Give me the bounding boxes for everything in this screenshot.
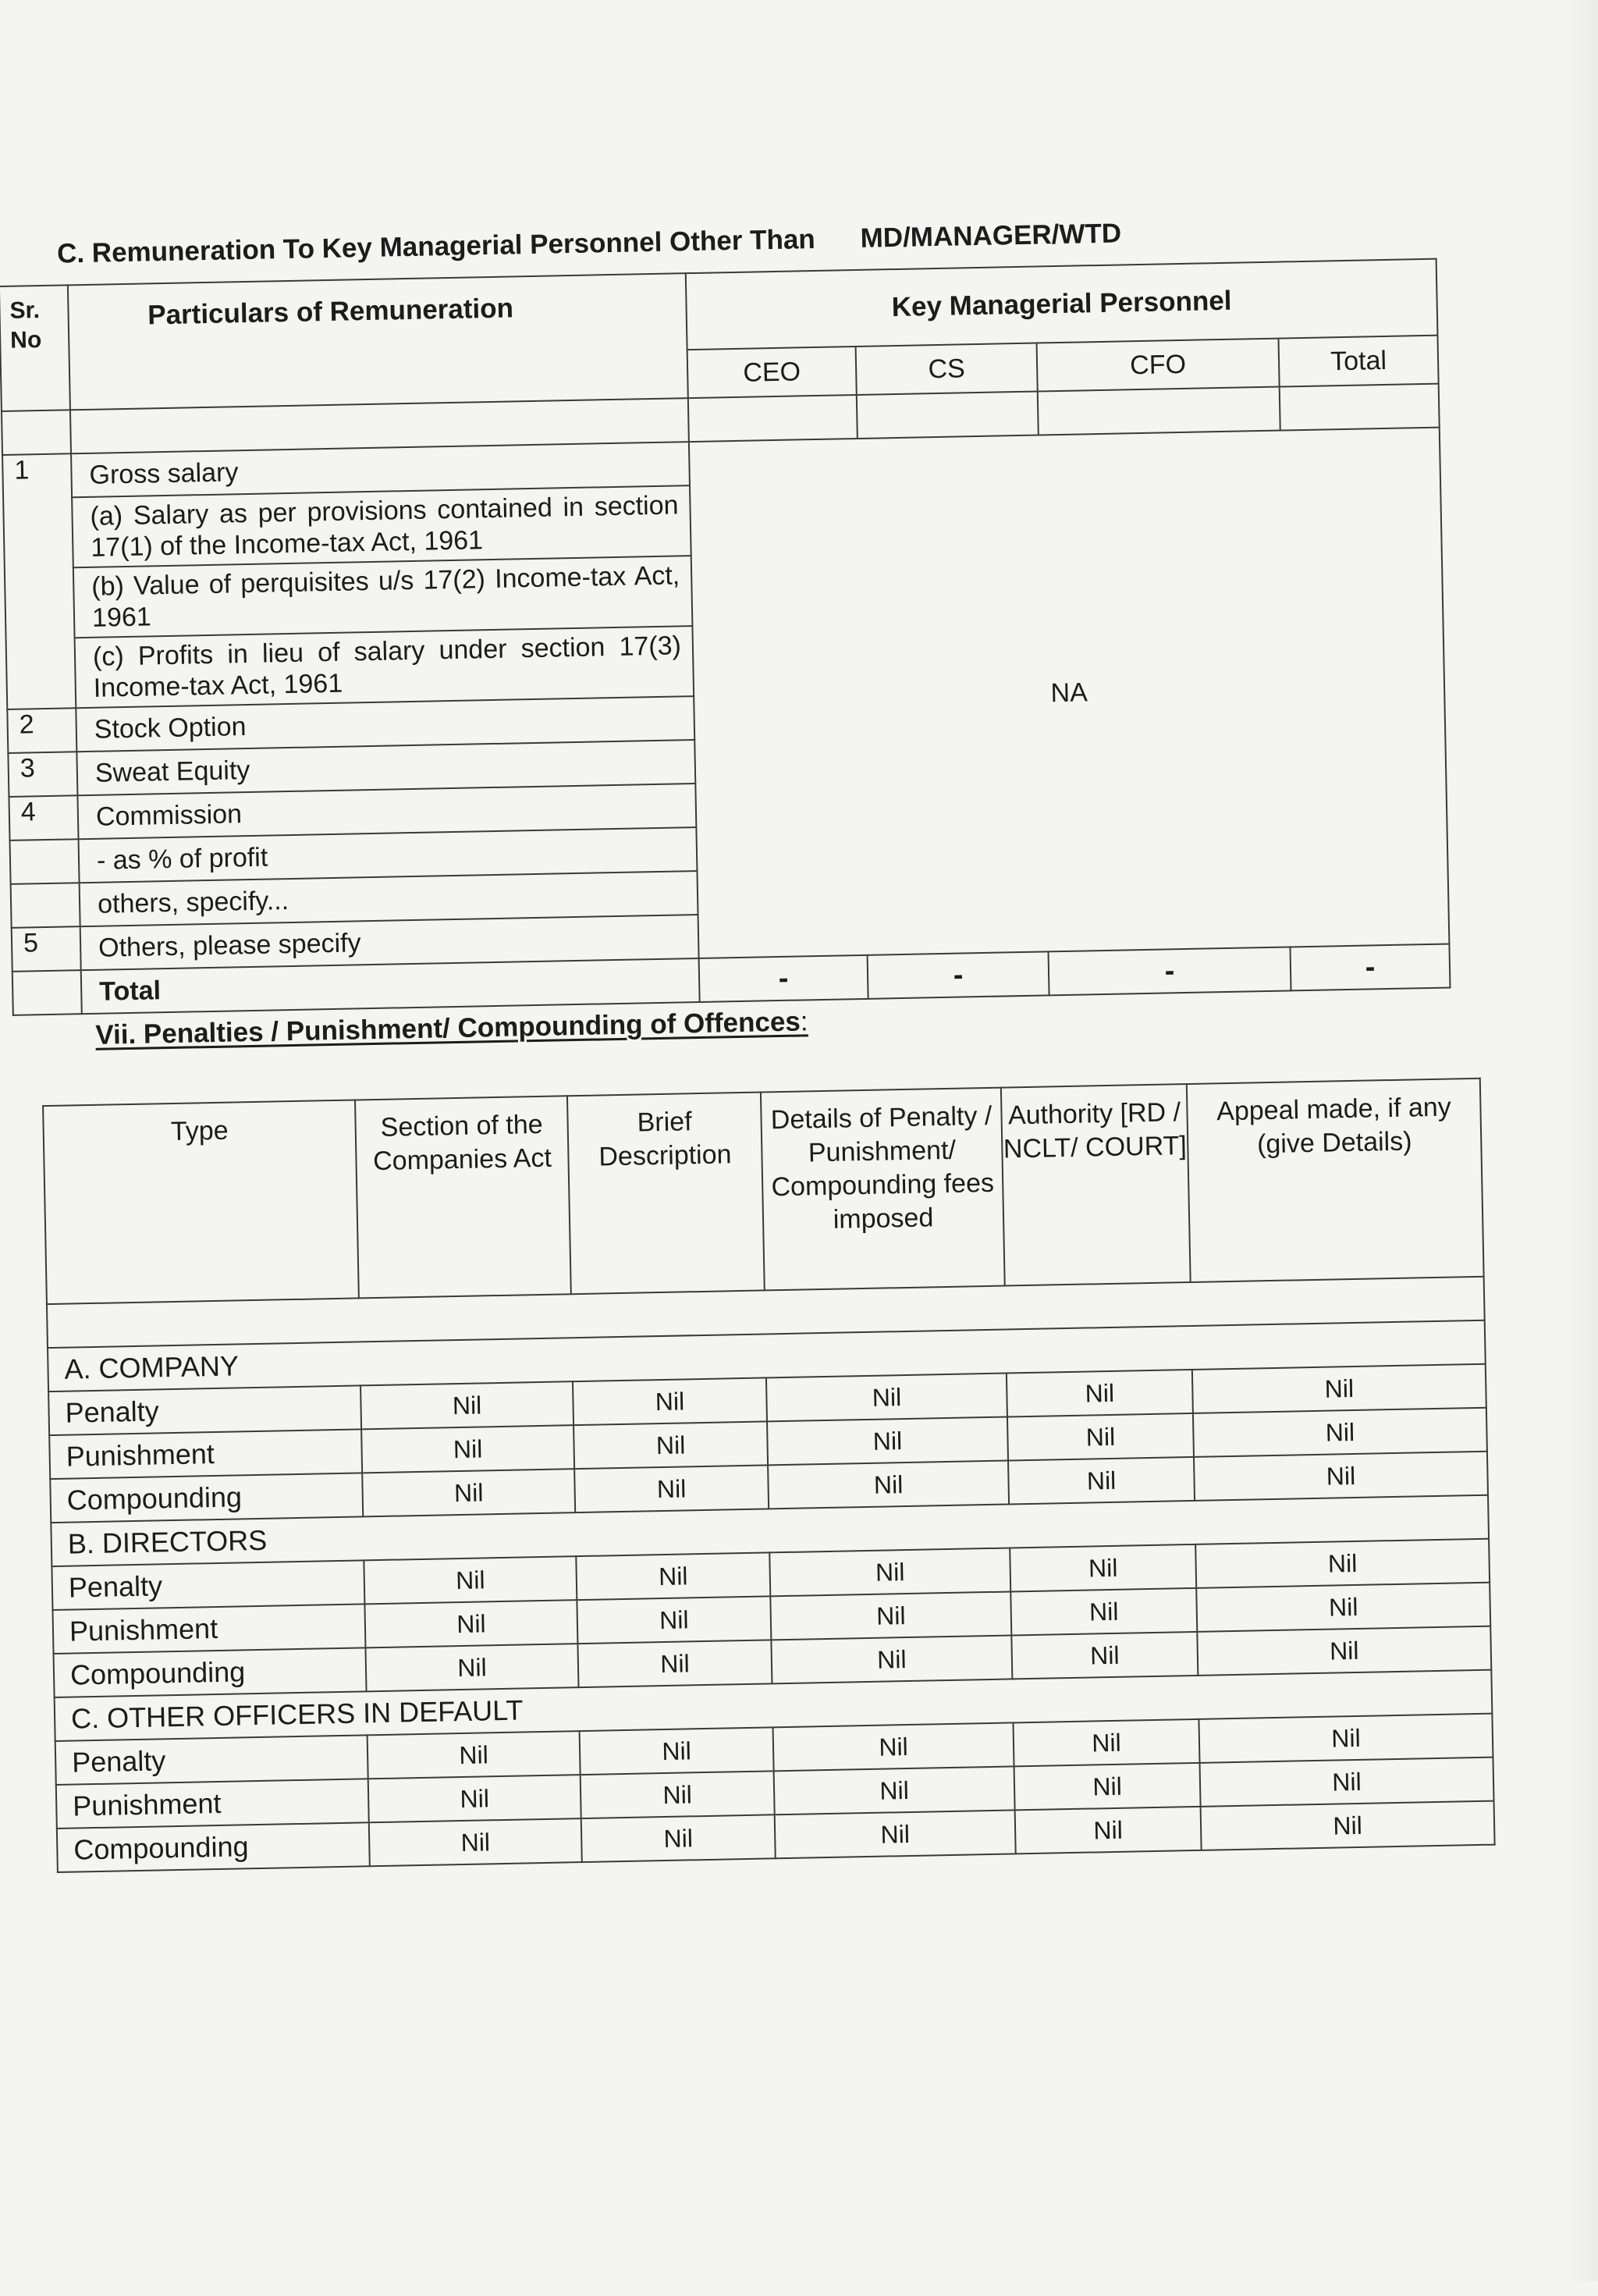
row-label: (c) Profits in lieu of salary under section 17(3) Income-tax Act, 1961 (75, 626, 694, 708)
row-sr: 2 (7, 708, 76, 753)
cell-appeal: Nil (1194, 1452, 1488, 1501)
kmp-remuneration-table (0, 258, 1451, 1016)
row-type: Punishment (49, 1429, 362, 1479)
cell-section: Nil (364, 1556, 577, 1604)
cell-authority: Nil (1013, 1719, 1199, 1767)
cell-appeal: Nil (1193, 1408, 1487, 1457)
row-label: (b) Value of perquisites u/s 17(2) Income-tax Act, 1961 (73, 556, 693, 638)
section-vii-title-colon: : (800, 1006, 808, 1037)
row-sr: 5 (12, 926, 81, 972)
blank-cell (857, 392, 1039, 439)
cell-appeal: Nil (1200, 1758, 1494, 1807)
blank-cell (688, 395, 858, 442)
cell-brief: Nil (573, 1377, 767, 1425)
blank-cell (1280, 384, 1440, 431)
cell-brief: Nil (574, 1465, 769, 1512)
cell-brief: Nil (574, 1421, 768, 1469)
cell-section: Nil (369, 1818, 582, 1866)
cell-section: Nil (362, 1469, 575, 1516)
cell-details: Nil (769, 1548, 1010, 1596)
row-label: - as % of profit (79, 827, 698, 883)
cell-brief: Nil (577, 1640, 772, 1687)
cell-section: Nil (365, 1644, 578, 1691)
row-label: others, specify... (80, 871, 698, 926)
cell-authority: Nil (1010, 1588, 1197, 1636)
cell-details: Nil (766, 1374, 1007, 1422)
row-label: Sweat Equity (76, 740, 695, 795)
cell-authority: Nil (1014, 1763, 1201, 1811)
cell-appeal: Nil (1195, 1539, 1490, 1588)
penalties-table (42, 1078, 1496, 1873)
cell-section: Nil (368, 1775, 581, 1822)
row-sr: 3 (8, 752, 77, 797)
group-directors: B. DIRECTORS (51, 1495, 1489, 1566)
row-label: Gross salary (71, 442, 690, 497)
cell-details: Nil (774, 1766, 1015, 1814)
cell-details: Nil (768, 1460, 1009, 1509)
section-c-title-main: C. Remuneration To Key Managerial Personnel Other Than (56, 223, 816, 269)
row-type: Penalty (55, 1735, 368, 1785)
blank-cell (2, 410, 71, 455)
row-type: Penalty (48, 1385, 361, 1435)
cell-authority: Nil (1011, 1632, 1198, 1679)
cell-details: Nil (771, 1635, 1012, 1683)
row-sr: 1 (2, 453, 76, 709)
table-header-row (43, 1079, 1484, 1304)
cell-appeal: Nil (1196, 1583, 1490, 1632)
cell-section: Nil (368, 1731, 581, 1779)
header-total: Total (1278, 336, 1438, 387)
cell-details: Nil (767, 1417, 1008, 1466)
header-authority: Authority [RD / NCLT/ COURT] (1001, 1084, 1191, 1286)
cell-details: Nil (770, 1591, 1011, 1640)
cell-section: Nil (364, 1600, 577, 1647)
row-type: Compounding (50, 1473, 363, 1523)
header-cs: CS (856, 343, 1038, 395)
row-label: (a) Salary as per provisions contained in section 17(1) of the Income-tax Act, 1961 (72, 485, 691, 567)
header-key-managerial-personnel: Key Managerial Personnel (686, 259, 1438, 350)
cell-authority: Nil (1007, 1413, 1194, 1461)
row-label: Stock Option (76, 696, 694, 752)
total-cfo: - (1049, 947, 1291, 995)
na-cell: NA (689, 428, 1450, 958)
cell-brief: Nil (581, 1771, 775, 1818)
section-vii-title-text: Vii. Penalties / Punishment/ Compounding of Offences (94, 1006, 801, 1050)
cell-brief: Nil (580, 1727, 774, 1775)
total-cs: - (868, 951, 1049, 998)
cell-brief: Nil (581, 1814, 776, 1862)
group-company: A. COMPANY (48, 1320, 1486, 1391)
row-label: Commission (77, 784, 696, 839)
cell-section: Nil (361, 1425, 574, 1473)
total-ceo: - (699, 955, 868, 1002)
cell-authority: Nil (1007, 1370, 1193, 1417)
section-vii-title (95, 1006, 808, 1051)
cell-authority: Nil (1008, 1457, 1195, 1505)
row-type: Compounding (57, 1822, 370, 1872)
row-label: Others, please specify (80, 915, 699, 970)
cell-details: Nil (775, 1810, 1016, 1858)
total-sr-cell (12, 970, 82, 1015)
cell-appeal: Nil (1201, 1801, 1495, 1850)
cell-appeal: Nil (1198, 1714, 1493, 1763)
row-sr (10, 839, 80, 884)
header-particulars: Particulars of Remuneration (68, 273, 688, 410)
blank-cell (1038, 387, 1280, 435)
group-other-officers: C. OTHER OFFICERS IN DEFAULT (55, 1670, 1493, 1741)
total-total: - (1290, 944, 1450, 991)
total-label: Total (81, 958, 700, 1014)
row-sr (11, 883, 80, 928)
row-type: Compounding (54, 1647, 367, 1697)
cell-brief: Nil (576, 1552, 770, 1600)
header-details: Details of Penalty / Punishment/ Compounding fees imposed (761, 1088, 1005, 1291)
row-type: Punishment (52, 1604, 365, 1654)
header-section: Section of the Companies Act (355, 1096, 571, 1298)
header-brief: Brief Description (567, 1093, 765, 1295)
section-c-title-tail: MD/MANAGER/WTD (860, 218, 1122, 254)
cell-details: Nil (773, 1722, 1014, 1771)
row-type: Penalty (51, 1560, 364, 1610)
cell-brief: Nil (577, 1596, 771, 1644)
row-type: Punishment (56, 1779, 369, 1829)
row-sr: 4 (9, 795, 78, 841)
header-sr-no: Sr. No (0, 285, 70, 411)
header-ceo: CEO (687, 347, 857, 398)
cell-authority: Nil (1015, 1807, 1202, 1854)
cell-section: Nil (360, 1381, 574, 1429)
cell-appeal: Nil (1192, 1364, 1486, 1413)
cell-appeal: Nil (1197, 1626, 1491, 1676)
header-type: Type (43, 1100, 359, 1304)
section-c-title (57, 218, 1122, 269)
cell-authority: Nil (1010, 1544, 1196, 1592)
header-cfo: CFO (1037, 339, 1280, 392)
header-appeal: Appeal made, if any (give Details) (1187, 1079, 1484, 1282)
